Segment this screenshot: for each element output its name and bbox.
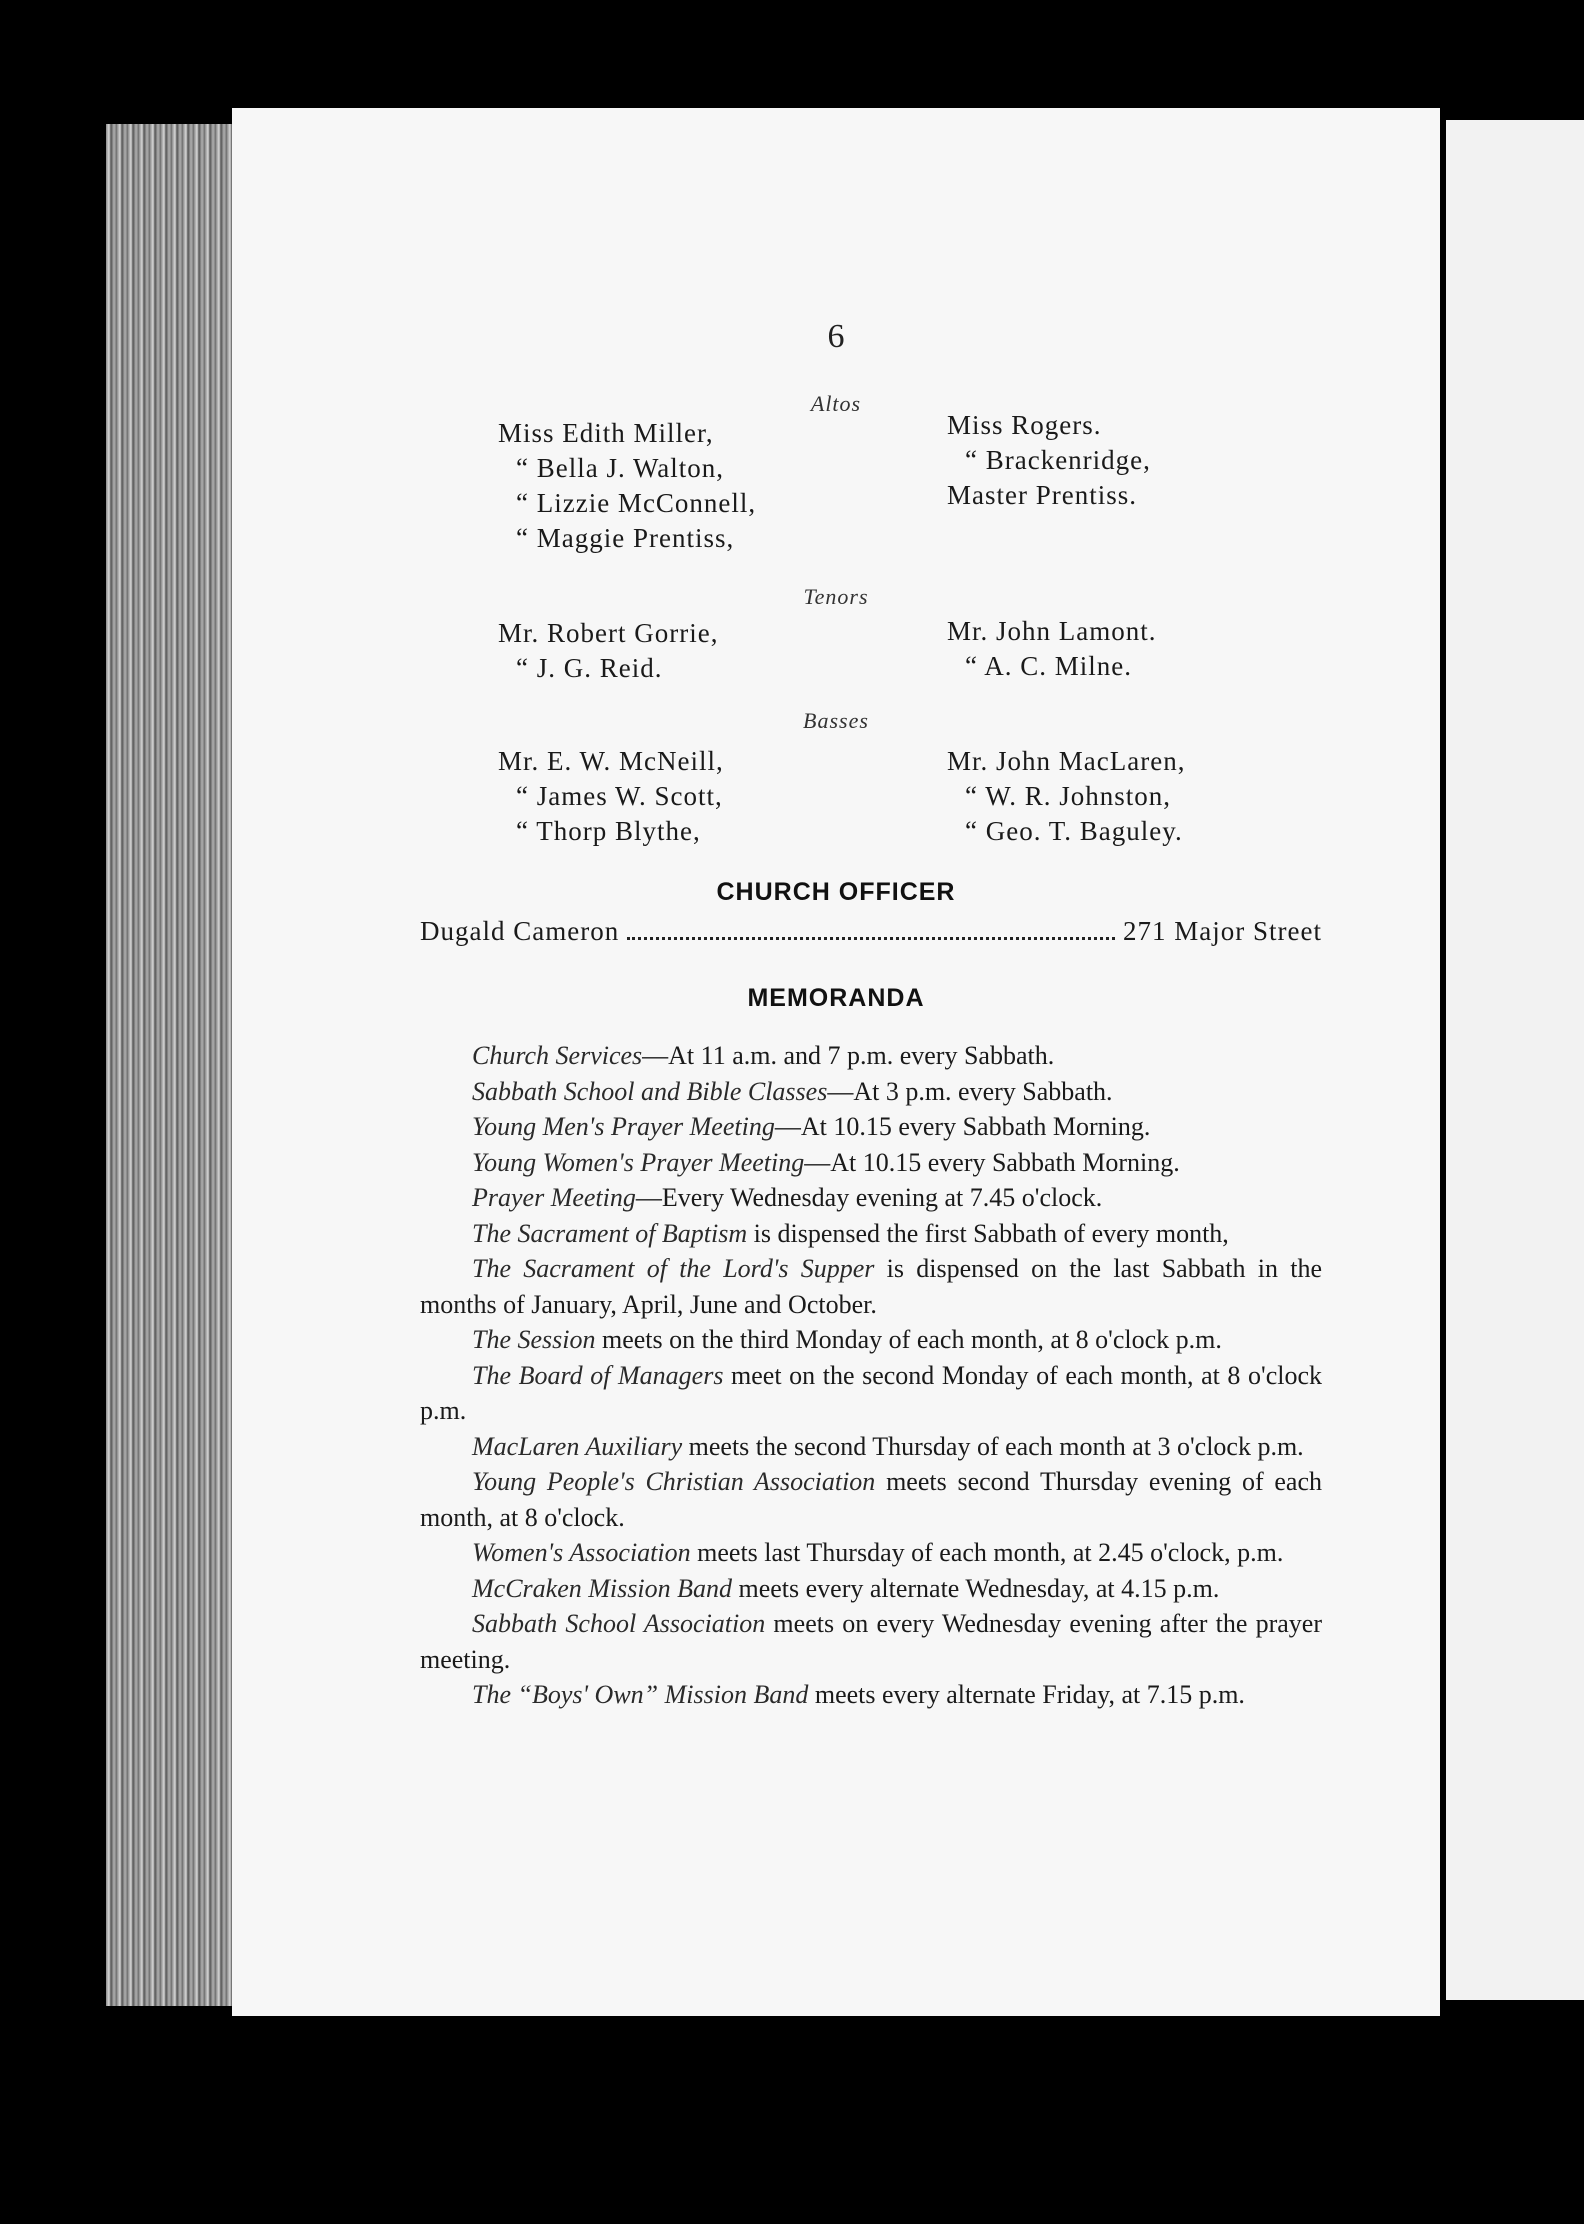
basses-right-2: “ W. R. Johnston, <box>965 781 1172 811</box>
altos-right-1: Miss Rogers. <box>947 410 1102 440</box>
altos-right-2: “ Brackenridge, <box>965 445 1151 475</box>
memo-text: meets the second Thursday of each month at 3 o'clock p.m. <box>682 1431 1304 1461</box>
book-page <box>232 108 1440 2016</box>
basses-right-column <box>947 744 1185 849</box>
altos-label: Altos <box>810 391 862 416</box>
memo-label: McCraken Mission Band <box>472 1573 732 1603</box>
memo-entry <box>420 1677 1322 1713</box>
memo-label: Young Women's Prayer Meeting <box>472 1147 805 1177</box>
memo-label: Young Men's Prayer Meeting <box>472 1112 775 1141</box>
basses-right-3: “ Geo. T. Baguley. <box>965 816 1183 846</box>
memo-text: is dispensed on the last Sabbath in the months of January, April, June and October. <box>420 1254 1322 1319</box>
memo-text: —At 10.15 every Sabbath Morning. <box>804 1147 1180 1177</box>
memoranda-list <box>420 1038 1322 1713</box>
basses-left-column <box>498 744 724 849</box>
memo-text: —Every Wednesday evening at 7.45 o'clock. <box>635 1183 1103 1212</box>
memo-text: —At 10.15 every Sabbath Morning. <box>774 1112 1151 1141</box>
memo-entry <box>420 1429 1322 1465</box>
memo-entry <box>420 1145 1322 1181</box>
memo-entry <box>420 1358 1322 1429</box>
basses-label: Basses <box>803 708 869 733</box>
basses-left-1: Mr. E. W. McNeill, <box>498 746 724 776</box>
memo-text: meets on the third Monday of each month, at 8 o'clock p.m. <box>595 1325 1222 1354</box>
tenors-right-1: Mr. John Lamont. <box>947 616 1157 646</box>
altos-left-3: “ Lizzie McConnell, <box>516 488 757 518</box>
memo-entry <box>420 1180 1322 1216</box>
altos-right-column <box>947 408 1151 513</box>
basses-left-2: “ James W. Scott, <box>516 781 723 811</box>
altos-left-2: “ Bella J. Walton, <box>516 453 725 483</box>
dot-leader <box>627 917 1115 940</box>
memo-label: Prayer Meeting <box>472 1183 636 1212</box>
memo-label: Young People's Christian Association <box>472 1467 876 1496</box>
memo-text: meets on every Wednesday evening after the prayer meeting. <box>420 1609 1322 1674</box>
altos-left-column <box>498 416 756 556</box>
page-number: 6 <box>827 318 845 355</box>
memo-entry <box>420 1216 1322 1252</box>
memo-entry <box>420 1606 1322 1677</box>
officer-name: Dugald Cameron <box>420 916 620 946</box>
tenors-right-column <box>947 614 1157 684</box>
memo-entry <box>420 1074 1322 1110</box>
memo-entry <box>420 1322 1322 1358</box>
memo-label: Sabbath School Association <box>472 1609 766 1638</box>
basses-left-3: “ Thorp Blythe, <box>516 816 701 846</box>
officer-address: 271 Major Street <box>1123 916 1322 946</box>
memo-label: The “Boys' Own” Mission Band <box>472 1680 809 1709</box>
memo-text: meets second Thursday evening of each month, at 8 o'clock. <box>420 1467 1322 1532</box>
tenors-left-1: Mr. Robert Gorrie, <box>498 618 719 648</box>
altos-left-4: “ Maggie Prentiss, <box>516 523 735 553</box>
memo-label: The Sacrament of the Lord's Supper <box>472 1254 875 1283</box>
facing-page-edge <box>1446 120 1584 2000</box>
memo-text: meet on the second Monday of each month, at 8 o'clock p.m. <box>420 1360 1322 1425</box>
memo-text: —At 3 p.m. every Sabbath. <box>827 1076 1113 1106</box>
memo-text: meets every alternate Wednesday, at 4.15 p.m. <box>731 1573 1220 1603</box>
altos-right-3: Master Prentiss. <box>947 480 1137 510</box>
tenors-label: Tenors <box>803 584 869 609</box>
church-officer-line <box>420 916 1322 947</box>
memo-text: meets last Thursday of each month, at 2.45 o'clock, p.m. <box>690 1538 1284 1567</box>
memo-entry <box>420 1038 1322 1074</box>
memo-label: Sabbath School and Bible Classes <box>472 1076 828 1106</box>
tenors-left-column <box>498 616 718 686</box>
memo-entry <box>420 1535 1322 1571</box>
memo-entry <box>420 1251 1322 1322</box>
memo-label: The Sacrament of Baptism <box>472 1218 748 1248</box>
memo-entry <box>420 1109 1322 1145</box>
memo-label: The Session <box>472 1325 596 1354</box>
memo-label: Church Services <box>472 1041 643 1070</box>
page-edge-stack <box>106 124 234 2006</box>
memo-text: —At 11 a.m. and 7 p.m. every Sabbath. <box>642 1041 1055 1070</box>
memoranda-heading: MEMORANDA <box>747 984 925 1012</box>
basses-right-1: Mr. John MacLaren, <box>947 746 1186 776</box>
church-officer-heading: CHURCH OFFICER <box>716 878 956 906</box>
tenors-right-2: “ A. C. Milne. <box>965 651 1132 681</box>
memo-label: The Board of Managers <box>472 1360 724 1390</box>
memo-entry <box>420 1464 1322 1535</box>
altos-left-1: Miss Edith Miller, <box>498 418 714 448</box>
memo-label: Women's Association <box>472 1538 691 1567</box>
memo-text: meets every alternate Friday, at 7.15 p.m. <box>808 1680 1245 1709</box>
memo-text: is dispensed the first Sabbath of every month, <box>747 1218 1229 1248</box>
tenors-left-2: “ J. G. Reid. <box>516 653 663 683</box>
memo-entry <box>420 1571 1322 1607</box>
memo-label: MacLaren Auxiliary <box>472 1431 683 1461</box>
